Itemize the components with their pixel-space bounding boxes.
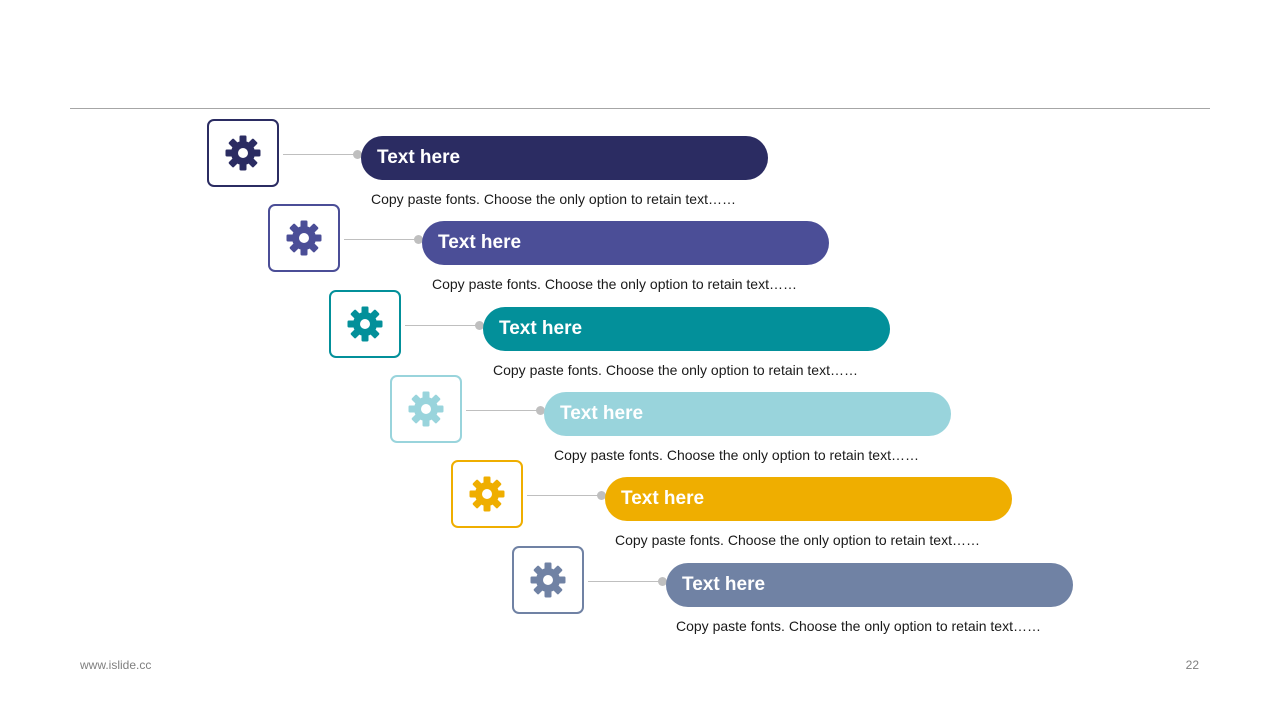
step-description: Copy paste fonts. Choose the only option to retain text…… bbox=[432, 276, 797, 292]
connector-line bbox=[405, 325, 483, 326]
gear-icon bbox=[467, 474, 507, 514]
step-description: Copy paste fonts. Choose the only option to retain text…… bbox=[676, 618, 1041, 634]
step-title: Text here bbox=[544, 392, 951, 436]
connector-line bbox=[344, 239, 422, 240]
icon-frame bbox=[268, 204, 340, 272]
icon-frame bbox=[207, 119, 279, 187]
connector-line bbox=[527, 495, 605, 496]
gear-icon bbox=[345, 304, 385, 344]
footer-url: www.islide.cc bbox=[80, 658, 152, 672]
step-description: Copy paste fonts. Choose the only option to retain text…… bbox=[371, 191, 736, 207]
step-description: Copy paste fonts. Choose the only option to retain text…… bbox=[615, 532, 980, 548]
step-title: Text here bbox=[605, 477, 1012, 521]
step-title: Text here bbox=[422, 221, 829, 265]
connector-line bbox=[466, 410, 544, 411]
gear-icon bbox=[528, 560, 568, 600]
gear-icon bbox=[284, 218, 324, 258]
icon-frame bbox=[390, 375, 462, 443]
page-number: 22 bbox=[1185, 658, 1199, 672]
step-description: Copy paste fonts. Choose the only option to retain text…… bbox=[493, 362, 858, 378]
gear-icon bbox=[406, 389, 446, 429]
connector-line bbox=[588, 581, 666, 582]
step-description: Copy paste fonts. Choose the only option to retain text…… bbox=[554, 447, 919, 463]
step-title: Text here bbox=[666, 563, 1073, 607]
icon-frame bbox=[512, 546, 584, 614]
step-6 bbox=[512, 546, 1280, 646]
step-title: Text here bbox=[361, 136, 768, 180]
gear-icon bbox=[223, 133, 263, 173]
step-2 bbox=[268, 204, 1168, 304]
step-title: Text here bbox=[483, 307, 890, 351]
icon-frame bbox=[329, 290, 401, 358]
icon-frame bbox=[451, 460, 523, 528]
step-5 bbox=[451, 460, 1280, 560]
connector-line bbox=[283, 154, 361, 155]
